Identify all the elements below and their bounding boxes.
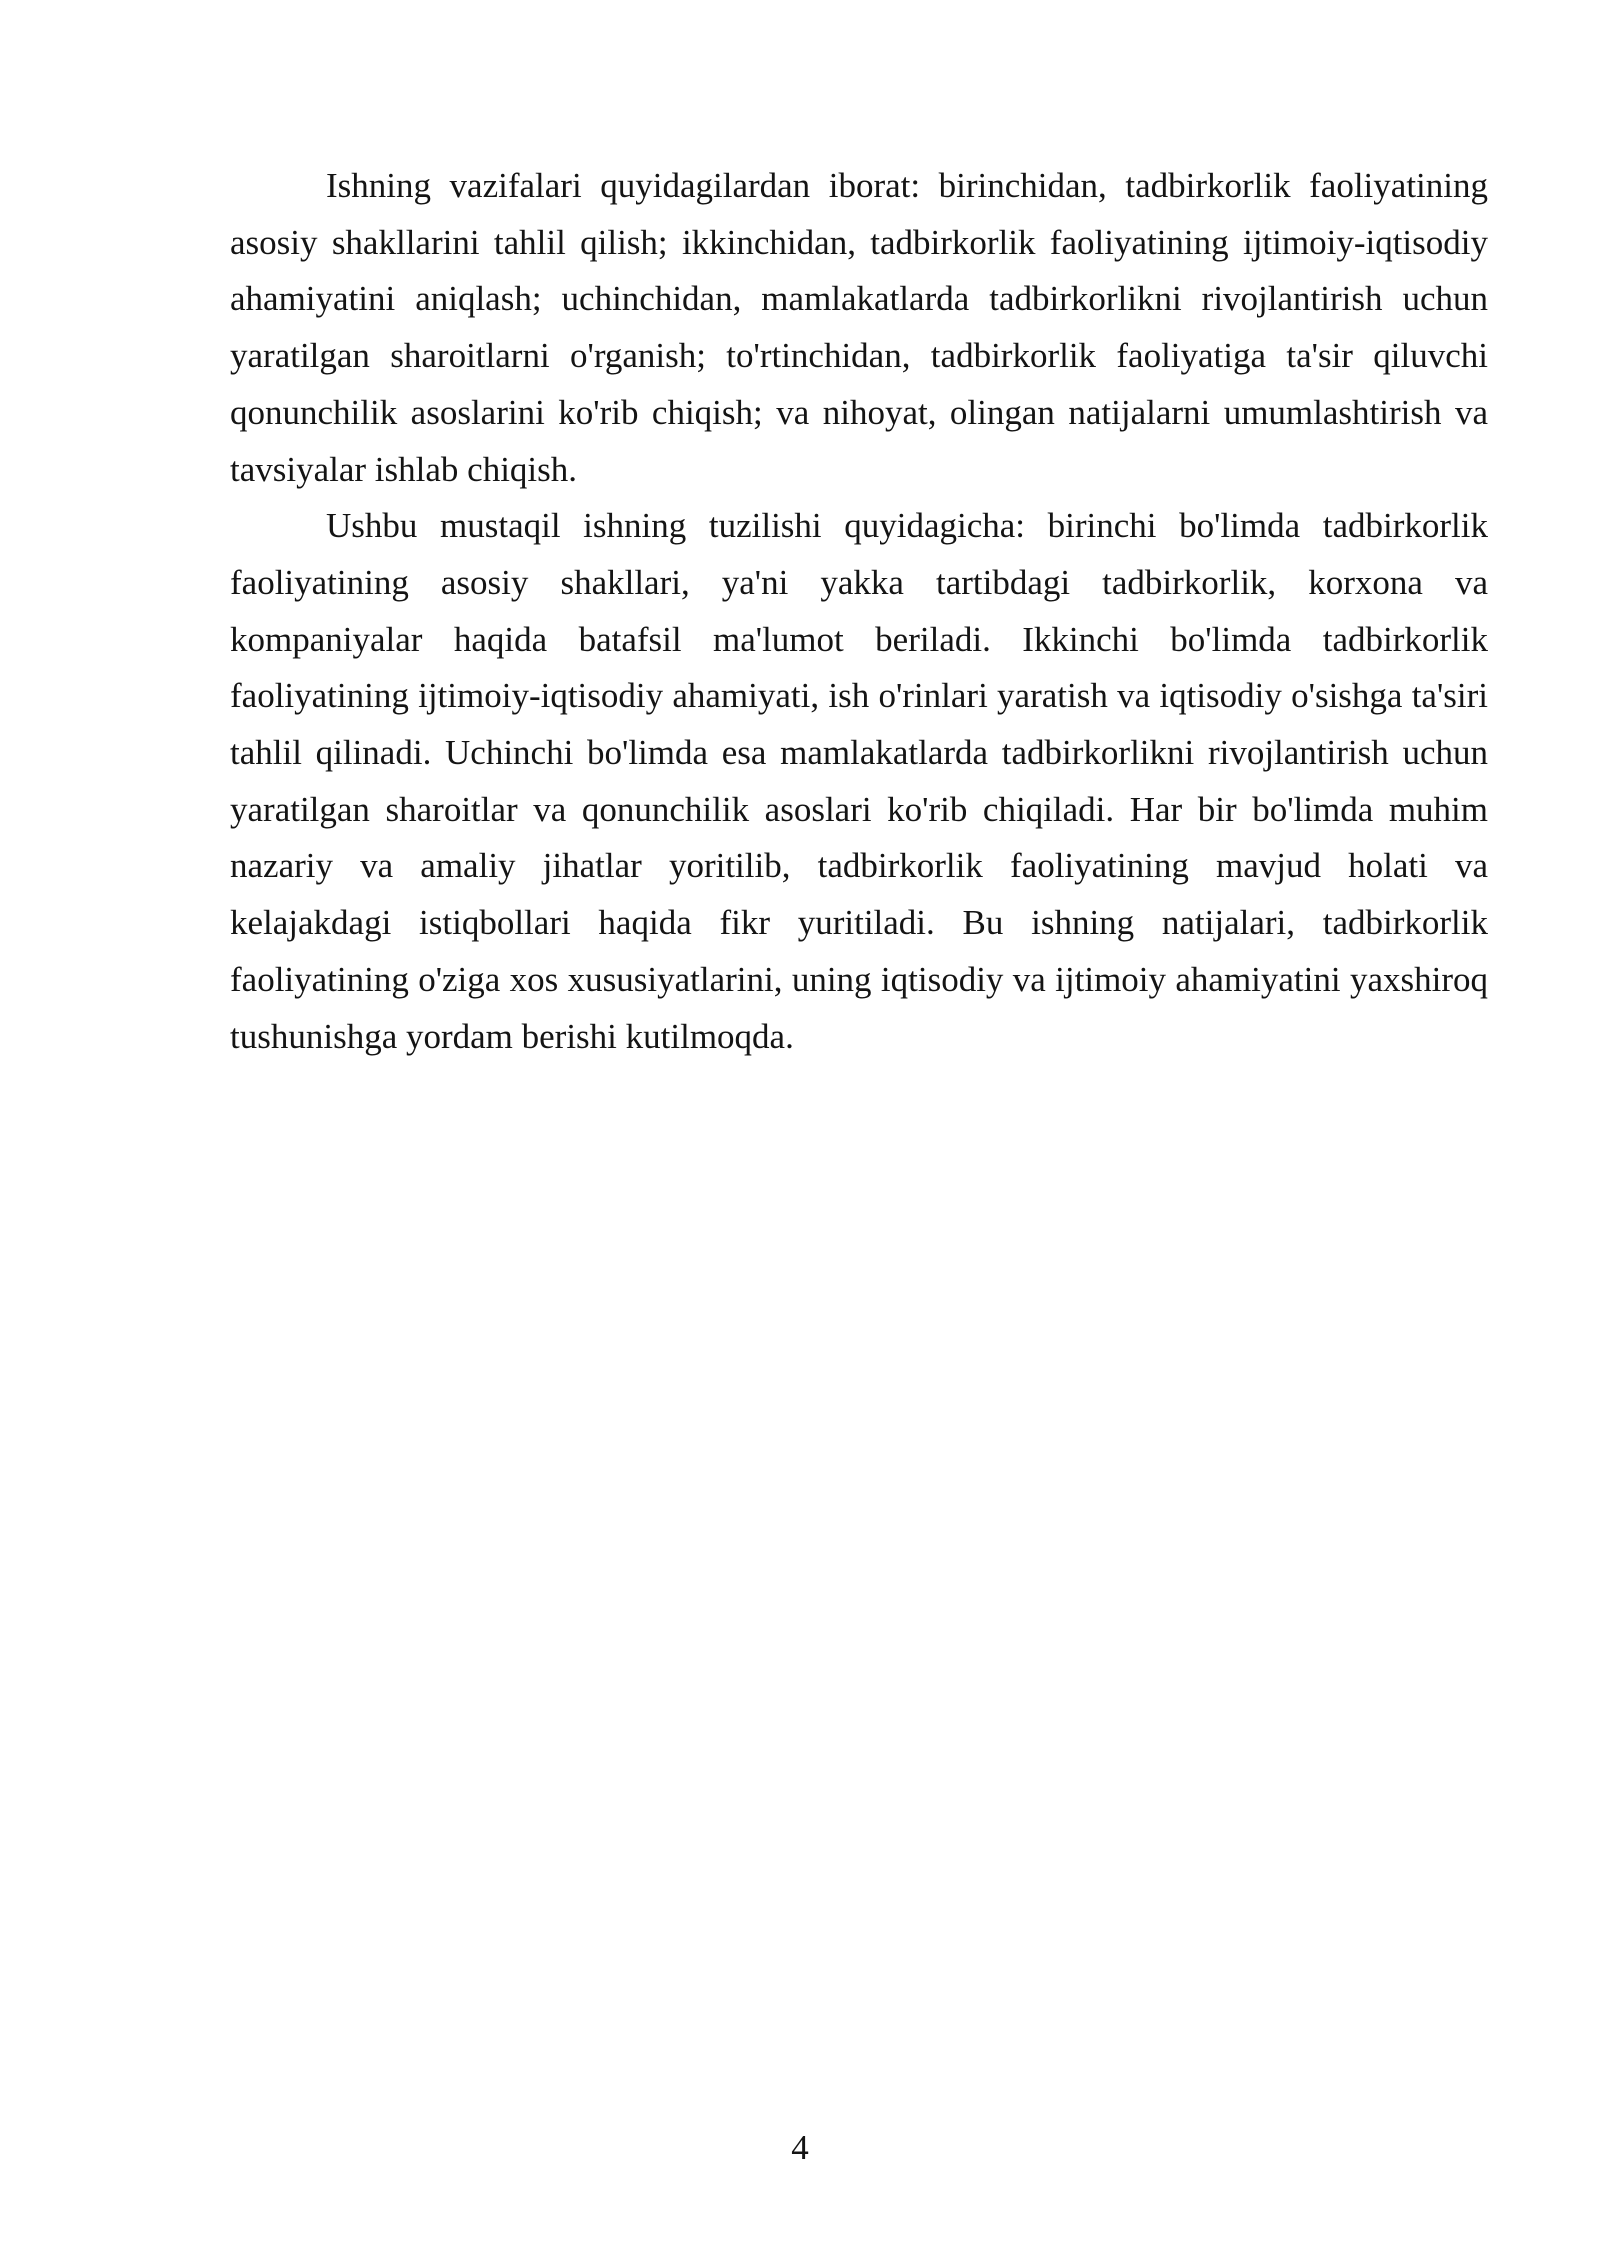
paragraph-structure: Ushbu mustaqil ishning tuzilishi quyidagicha: birinchi bo'limda tadbirkorlik faoliyatining asosiy shakllari, ya'ni yakka tartibdagi tadbirkorlik, korxona va kompaniyalar haqida batafsil ma'lumot beriladi. Ikkinchi bo'limda tadbirkorlik faoliyatining ijtimoiy-iqtisodiy ahamiyati, ish o'rinlari yaratish va iqtisodiy o'sishga ta'siri tahlil qilinadi. Uchinchi bo'limda esa mamlakatlarda tadbirkorlikni rivojlantirish uchun yaratilgan sharoitlar va qonunchilik asoslari ko'rib chiqiladi. Har bir bo'limda muhim nazariy va amaliy jihatlar yoritilib, tadbirkorlik faoliyatining mavjud holati va kelajakdagi istiqbollari haqida fikr yuritiladi. Bu ishning natijalari, tadbirkorlik faoliyatining o'ziga xos xususiyatlarini, uning iqtisodiy va ijtimoiy ahamiyatini yaxshiroq tushunishga yordam berishi kutilmoqda. bbox=[230, 506, 1488, 1056]
page-number: 4 bbox=[791, 2128, 809, 2167]
paragraph-tasks: Ishning vazifalari quyidagilardan iborat: birinchidan, tadbirkorlik faoliyatining asosiy shakllarini tahlil qilish; ikkinchidan, tadbirkorlik faoliyatining ijtimoiy-iqtisodiy ahamiyatini aniqlash; uchinchidan, mamlakatlarda tadbirkorlikni rivojlantirish uchun yaratilgan sharoitlarni o'rganish; to'rtinchidan, tadbirkorlik faoliyatiga ta'sir qiluvchi qonunchilik asoslarini ko'rib chiqish; va nihoyat, olingan natijalarni umumlashtirish va tavsiyalar ishlab chiqish. bbox=[230, 166, 1488, 489]
document-body bbox=[230, 158, 1488, 1065]
